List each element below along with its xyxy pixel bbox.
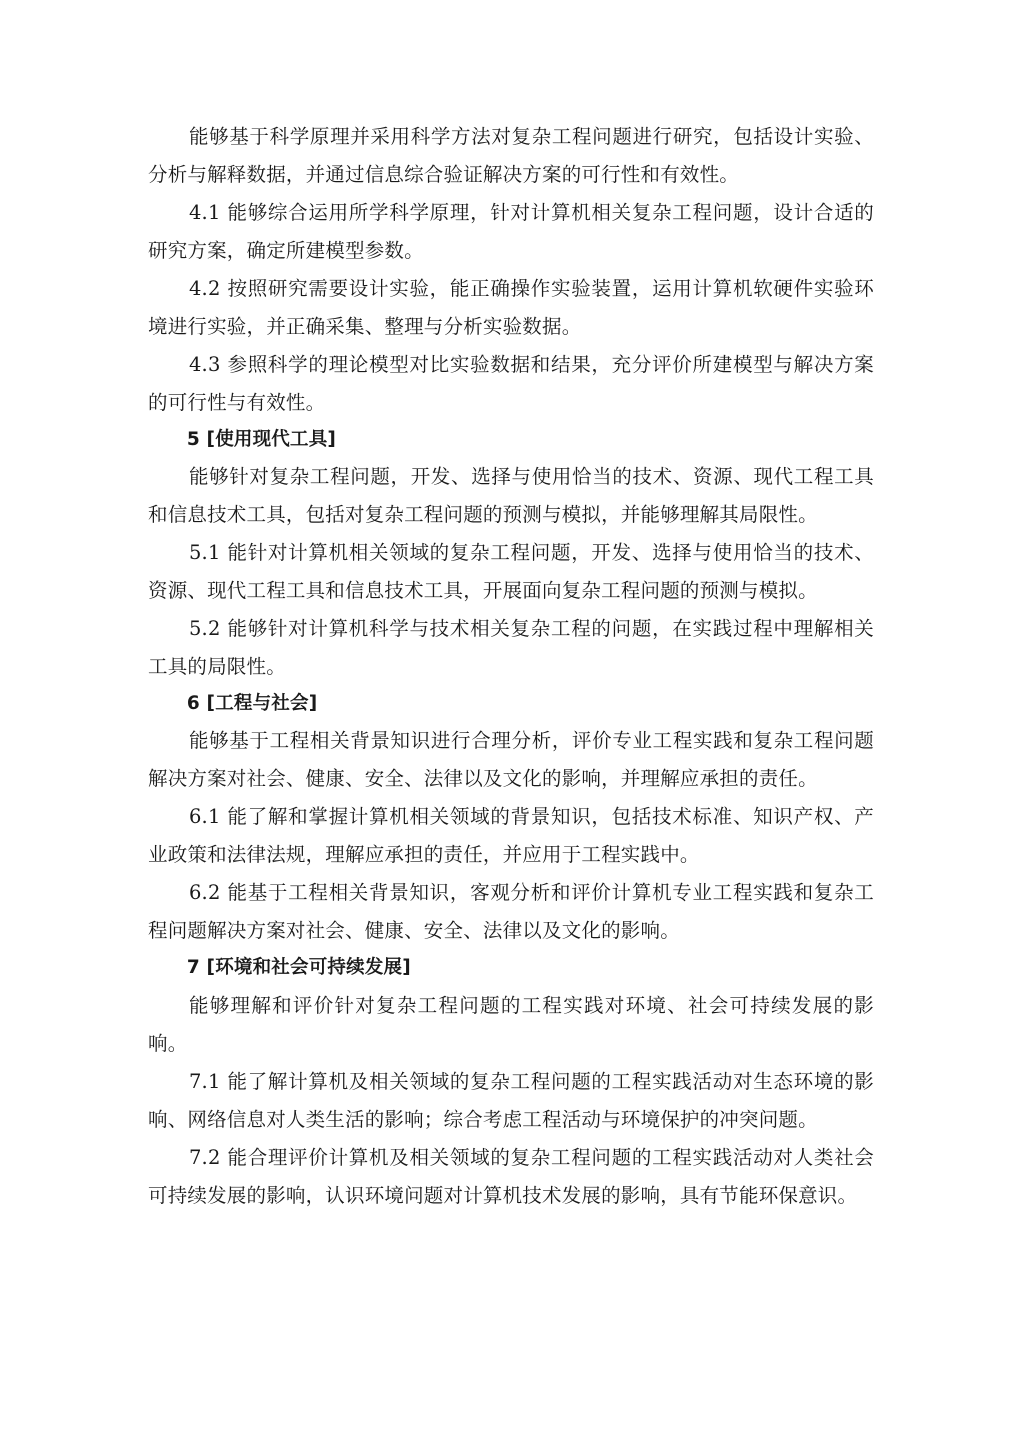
paragraph: 5.1 能针对计算机相关领域的复杂工程问题，开发、选择与使用恰当的技术、资源、现代工程工具和信息技术工具，开展面向复杂工程问题的预测与模拟。 xyxy=(148,541,874,603)
paragraph: 4.1 能够综合运用所学科学原理，针对计算机相关复杂工程问题，设计合适的研究方案，确定所建模型参数。 xyxy=(148,201,874,263)
paragraph: 5.2 能够针对计算机科学与技术相关复杂工程的问题，在实践过程中理解相关工具的局限性。 xyxy=(148,617,874,679)
paragraph: 7.1 能了解计算机及相关领域的复杂工程问题的工程实践活动对生态环境的影响、网络信息对人类生活的影响；综合考虑工程活动与环境保护的冲突问题。 xyxy=(148,1069,874,1131)
paragraph: 6.1 能了解和掌握计算机相关领域的背景知识，包括技术标准、知识产权、产业政策和法律法规，理解应承担的责任，并应用于工程实践中。 xyxy=(148,805,874,867)
section-heading: 6 [工程与社会] xyxy=(186,693,318,715)
paragraph: 6.2 能基于工程相关背景知识，客观分析和评价计算机专业工程实践和复杂工程问题解决方案对社会、健康、安全、法律以及文化的影响。 xyxy=(148,881,874,943)
section-heading: 7 [环境和社会可持续发展] xyxy=(186,957,411,979)
paragraph: 能够针对复杂工程问题，开发、选择与使用恰当的技术、资源、现代工程工具和信息技术工具，包括对复杂工程问题的预测与模拟，并能够理解其局限性。 xyxy=(148,465,874,527)
paragraph: 7.2 能合理评价计算机及相关领域的复杂工程问题的工程实践活动对人类社会可持续发展的影响，认识环境问题对计算机技术发展的影响，具有节能环保意识。 xyxy=(148,1145,874,1207)
paragraph: 4.3 参照科学的理论模型对比实验数据和结果，充分评价所建模型与解决方案的可行性与有效性。 xyxy=(148,353,874,415)
paragraph: 能够理解和评价针对复杂工程问题的工程实践对环境、社会可持续发展的影响。 xyxy=(148,993,874,1055)
paragraph: 能够基于工程相关背景知识进行合理分析，评价专业工程实践和复杂工程问题解决方案对社会、健康、安全、法律以及文化的影响，并理解应承担的责任。 xyxy=(148,729,874,791)
paragraph: 4.2 按照研究需要设计实验，能正确操作实验装置，运用计算机软硬件实验环境进行实验，并正确采集、整理与分析实验数据。 xyxy=(148,277,874,339)
section-heading: 5 [使用现代工具] xyxy=(186,429,337,451)
document-body xyxy=(148,118,874,1215)
paragraph: 能够基于科学原理并采用科学方法对复杂工程问题进行研究，包括设计实验、分析与解释数据，并通过信息综合验证解决方案的可行性和有效性。 xyxy=(148,125,874,187)
